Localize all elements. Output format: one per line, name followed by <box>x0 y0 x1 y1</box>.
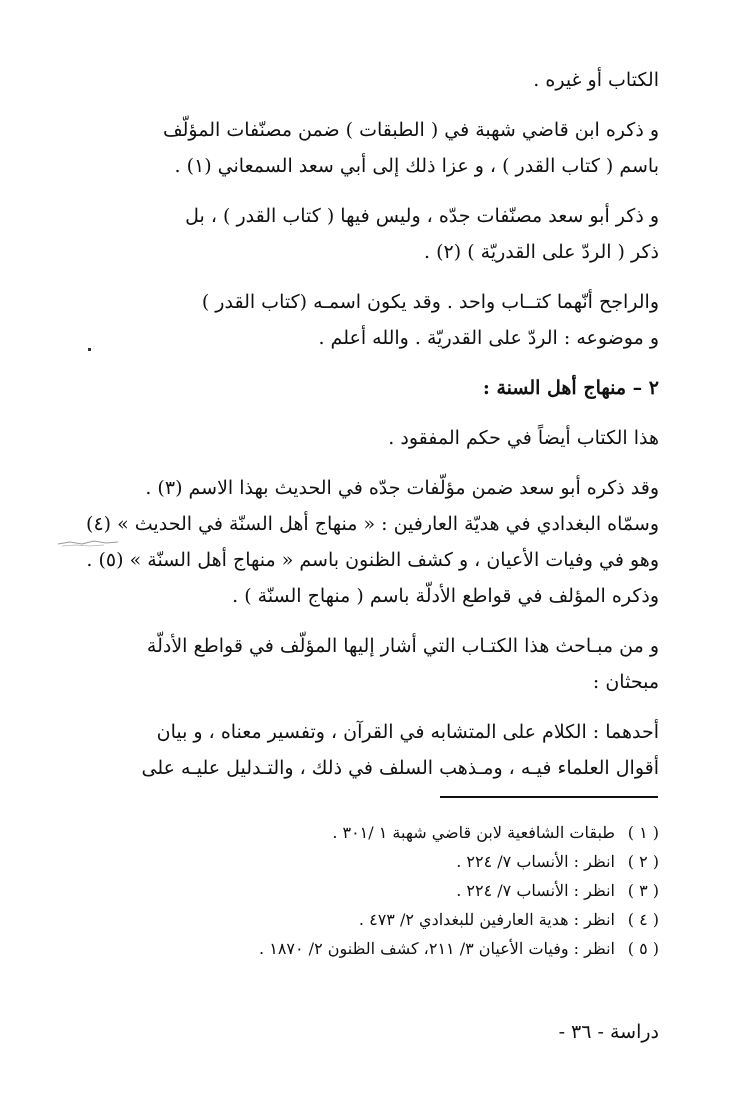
text-line: الكتاب أو غيره . <box>533 69 659 91</box>
footnote-text: انظر : الأنساب ٧/ ٢٢٤ . <box>456 881 615 900</box>
footnote <box>95 876 659 905</box>
pen-scribble-mark <box>56 538 120 548</box>
text-line: أحدهما : الكلام على المتشابه في القرآن ، وتفسير معناه ، و بيان <box>156 721 659 743</box>
text-line: هذا الكتاب أيضاً في حكم المفقود . <box>388 427 659 449</box>
margin-mark <box>88 348 91 351</box>
paragraph <box>95 420 659 456</box>
text-line: و ذكر أبو سعد مصنّفات جدّه ، وليس فيها ( كتاب القدر ) ، بل <box>185 205 659 227</box>
text-line: وذكره المؤلف في قواطع الأدلّة باسم ( منهاج السنّة ) . <box>232 585 659 607</box>
text-line: و ذكره ابن قاضي شهبة في ( الطبقات ) ضمن مصنّفات المؤلّف <box>162 119 659 141</box>
footnote <box>95 818 659 847</box>
text-line: وسمّاه البغدادي في هديّة العارفين : « منهاج أهل السنّة في الحديث » (٤) <box>86 513 659 535</box>
paragraph <box>95 284 659 356</box>
footnotes <box>95 818 659 963</box>
text-line: وقد ذكره أبو سعد ضمن مؤلّفات جدّه في الحديث بهذا الاسم (٣) . <box>145 477 659 499</box>
text-line: و موضوعه : الردّ على القدريّة . والله أعلم . <box>318 327 659 349</box>
footnote-text: انظر : وفيات الأعيان ٣/ ٢١١، كشف الظنون ٢/ ١٨٧٠ . <box>259 939 615 958</box>
text-line: مبحثان : <box>592 671 659 693</box>
section-heading <box>95 370 659 406</box>
footnote-text: طبقات الشافعية لابن قاضي شهبة ١ /٣٠١ . <box>332 823 615 842</box>
footnote-separator <box>440 796 658 798</box>
paragraph <box>95 714 659 786</box>
main-text <box>86 62 659 800</box>
paragraph <box>95 198 659 270</box>
footnote <box>95 905 659 934</box>
footnote-text: انظر : هدية العارفين للبغدادي ٢/ ٤٧٣ . <box>358 910 615 929</box>
paragraph <box>95 62 659 98</box>
footnote-number: ( ٥ ) <box>627 939 659 958</box>
paragraph <box>95 112 659 184</box>
text-line: ذكر ( الردّ على القدريّة ) (٢) . <box>424 241 659 263</box>
paragraph <box>86 470 659 614</box>
page-number: دراسة - ٣٦ - <box>558 1021 659 1043</box>
text-line: باسم ( كتاب القدر ) ، و عزا ذلك إلى أبي سعد السمعاني (١) . <box>174 155 659 177</box>
footnote-number: ( ٣ ) <box>627 881 659 900</box>
text-line: و من مبـاحث هذا الكتـاب التي أشار إليها المؤلّف في قواطع الأدلّة <box>146 635 659 657</box>
footnote-number: ( ١ ) <box>627 823 659 842</box>
footnote <box>95 847 659 876</box>
heading-line: ٢ – منهاج أهل السنة : <box>482 377 659 399</box>
text-line: والراجح أنّهما كتــاب واحد . وقد يكون اسمـه (كتاب القدر ) <box>201 291 659 313</box>
paragraph <box>95 628 659 700</box>
text-line: أقوال العلماء فيـه ، ومـذهب السلف في ذلك ، والتـدليل عليـه على <box>141 757 659 779</box>
footnote <box>95 934 659 963</box>
footnote-number: ( ٤ ) <box>627 910 659 929</box>
text-line: وهو في وفيات الأعيان ، و كشف الظنون باسم « منهاج أهل السنّة » (٥) . <box>86 549 659 571</box>
footnote-number: ( ٢ ) <box>627 852 659 871</box>
footnote-text: انظر : الأنساب ٧/ ٢٢٤ . <box>456 852 615 871</box>
